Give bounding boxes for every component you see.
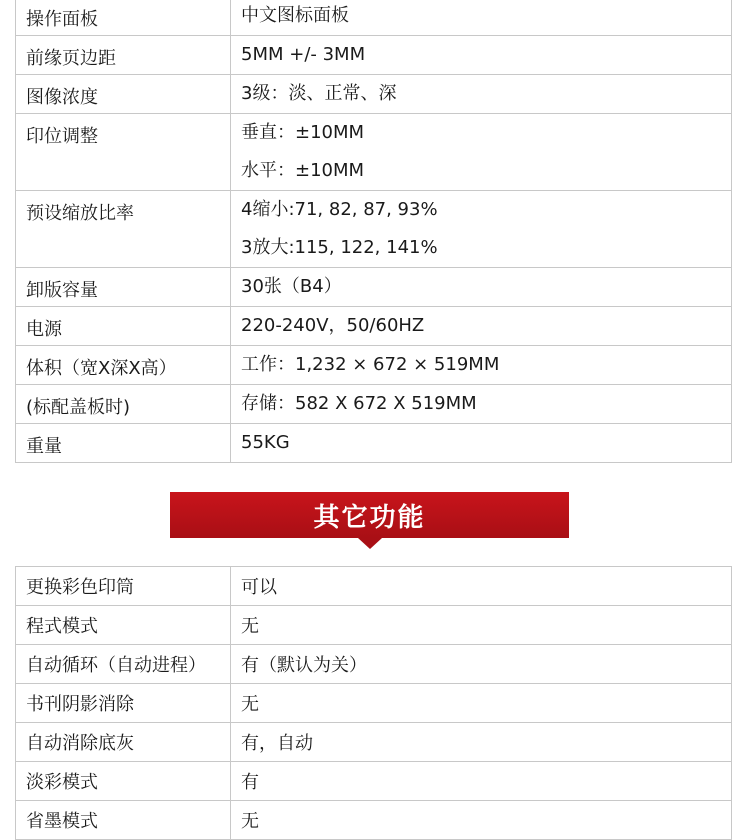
- feature-label: 更换彩色印筒: [16, 567, 231, 606]
- spec-value: 55KG: [241, 432, 290, 453]
- feature-label: 书刊阴影消除: [16, 684, 231, 723]
- spec-value-cell: [231, 75, 732, 114]
- feature-row: [16, 645, 732, 684]
- spec-value: 工作：1,232 × 672 × 519MM: [241, 354, 500, 375]
- spec-value-cell: [231, 424, 732, 463]
- feature-row: [16, 567, 732, 606]
- feature-label: 省墨模式: [16, 801, 231, 840]
- spec-value-cell: [231, 0, 732, 36]
- spec-value-cell: [231, 307, 732, 346]
- spec-value-cell: [231, 191, 732, 268]
- spec-row: [16, 114, 732, 191]
- spec-label: 图像浓度: [16, 75, 231, 114]
- spec-row: [16, 424, 732, 463]
- feature-value: 无: [231, 684, 732, 723]
- feature-value: 无: [231, 801, 732, 840]
- feature-row: [16, 801, 732, 840]
- feature-row: [16, 606, 732, 645]
- spec-label: 重量: [16, 424, 231, 463]
- other-functions-table: [15, 566, 732, 840]
- spec-value: 3放大:115, 122, 141%: [241, 237, 438, 258]
- section-banner: [170, 492, 569, 538]
- spec-value-cell: [231, 114, 732, 191]
- feature-value: 有: [231, 762, 732, 801]
- spec-value-cell: [231, 36, 732, 75]
- other-functions-body: [16, 567, 732, 840]
- spec-label: 卸版容量: [16, 268, 231, 307]
- spec-row: [16, 385, 732, 424]
- spec-value: 存储：582 X 672 X 519MM: [241, 393, 477, 414]
- spec-label: 操作面板: [16, 0, 231, 36]
- spec-value: 5MM +/- 3MM: [241, 44, 366, 65]
- spec-label: 体积（宽X深X高）: [16, 346, 231, 385]
- spec-label: 预设缩放比率: [16, 191, 231, 268]
- feature-label: 程式模式: [16, 606, 231, 645]
- spec-row: [16, 307, 732, 346]
- spec-value-cell: [231, 268, 732, 307]
- section-title: 其它功能: [313, 502, 426, 533]
- spec-value: 3级：淡、正常、深: [241, 83, 397, 104]
- feature-label: 自动消除底灰: [16, 723, 231, 762]
- spec-value-cell: [231, 346, 732, 385]
- spec-value: 30张（B4）: [241, 276, 342, 297]
- spec-row: [16, 36, 732, 75]
- spec-row: [16, 75, 732, 114]
- spec-value: 220-240V，50/60HZ: [241, 315, 425, 336]
- feature-row: [16, 723, 732, 762]
- banner-pointer: [358, 538, 382, 549]
- feature-label: 淡彩模式: [16, 762, 231, 801]
- spec-value: 中文图标面板: [241, 5, 349, 26]
- spec-row: [16, 268, 732, 307]
- feature-value: 有，自动: [231, 723, 732, 762]
- spec-value-cell: [231, 385, 732, 424]
- spec-row: [16, 346, 732, 385]
- feature-value: 有（默认为关）: [231, 645, 732, 684]
- spec-table-body: [16, 0, 732, 463]
- spec-value: 水平：±10MM: [241, 160, 365, 181]
- spec-label: 电源: [16, 307, 231, 346]
- feature-value: 无: [231, 606, 732, 645]
- spec-row: [16, 191, 732, 268]
- feature-row: [16, 762, 732, 801]
- feature-row: [16, 684, 732, 723]
- spec-label: 印位调整: [16, 114, 231, 191]
- spec-label: (标配盖板时): [16, 385, 231, 424]
- feature-value: 可以: [231, 567, 732, 606]
- spec-value: 垂直：±10MM: [241, 122, 365, 143]
- feature-label: 自动循环（自动进程）: [16, 645, 231, 684]
- spec-row: [16, 0, 732, 36]
- spec-table: [15, 0, 732, 463]
- spec-label: 前缘页边距: [16, 36, 231, 75]
- spec-value: 4缩小:71, 82, 87, 93%: [241, 199, 438, 220]
